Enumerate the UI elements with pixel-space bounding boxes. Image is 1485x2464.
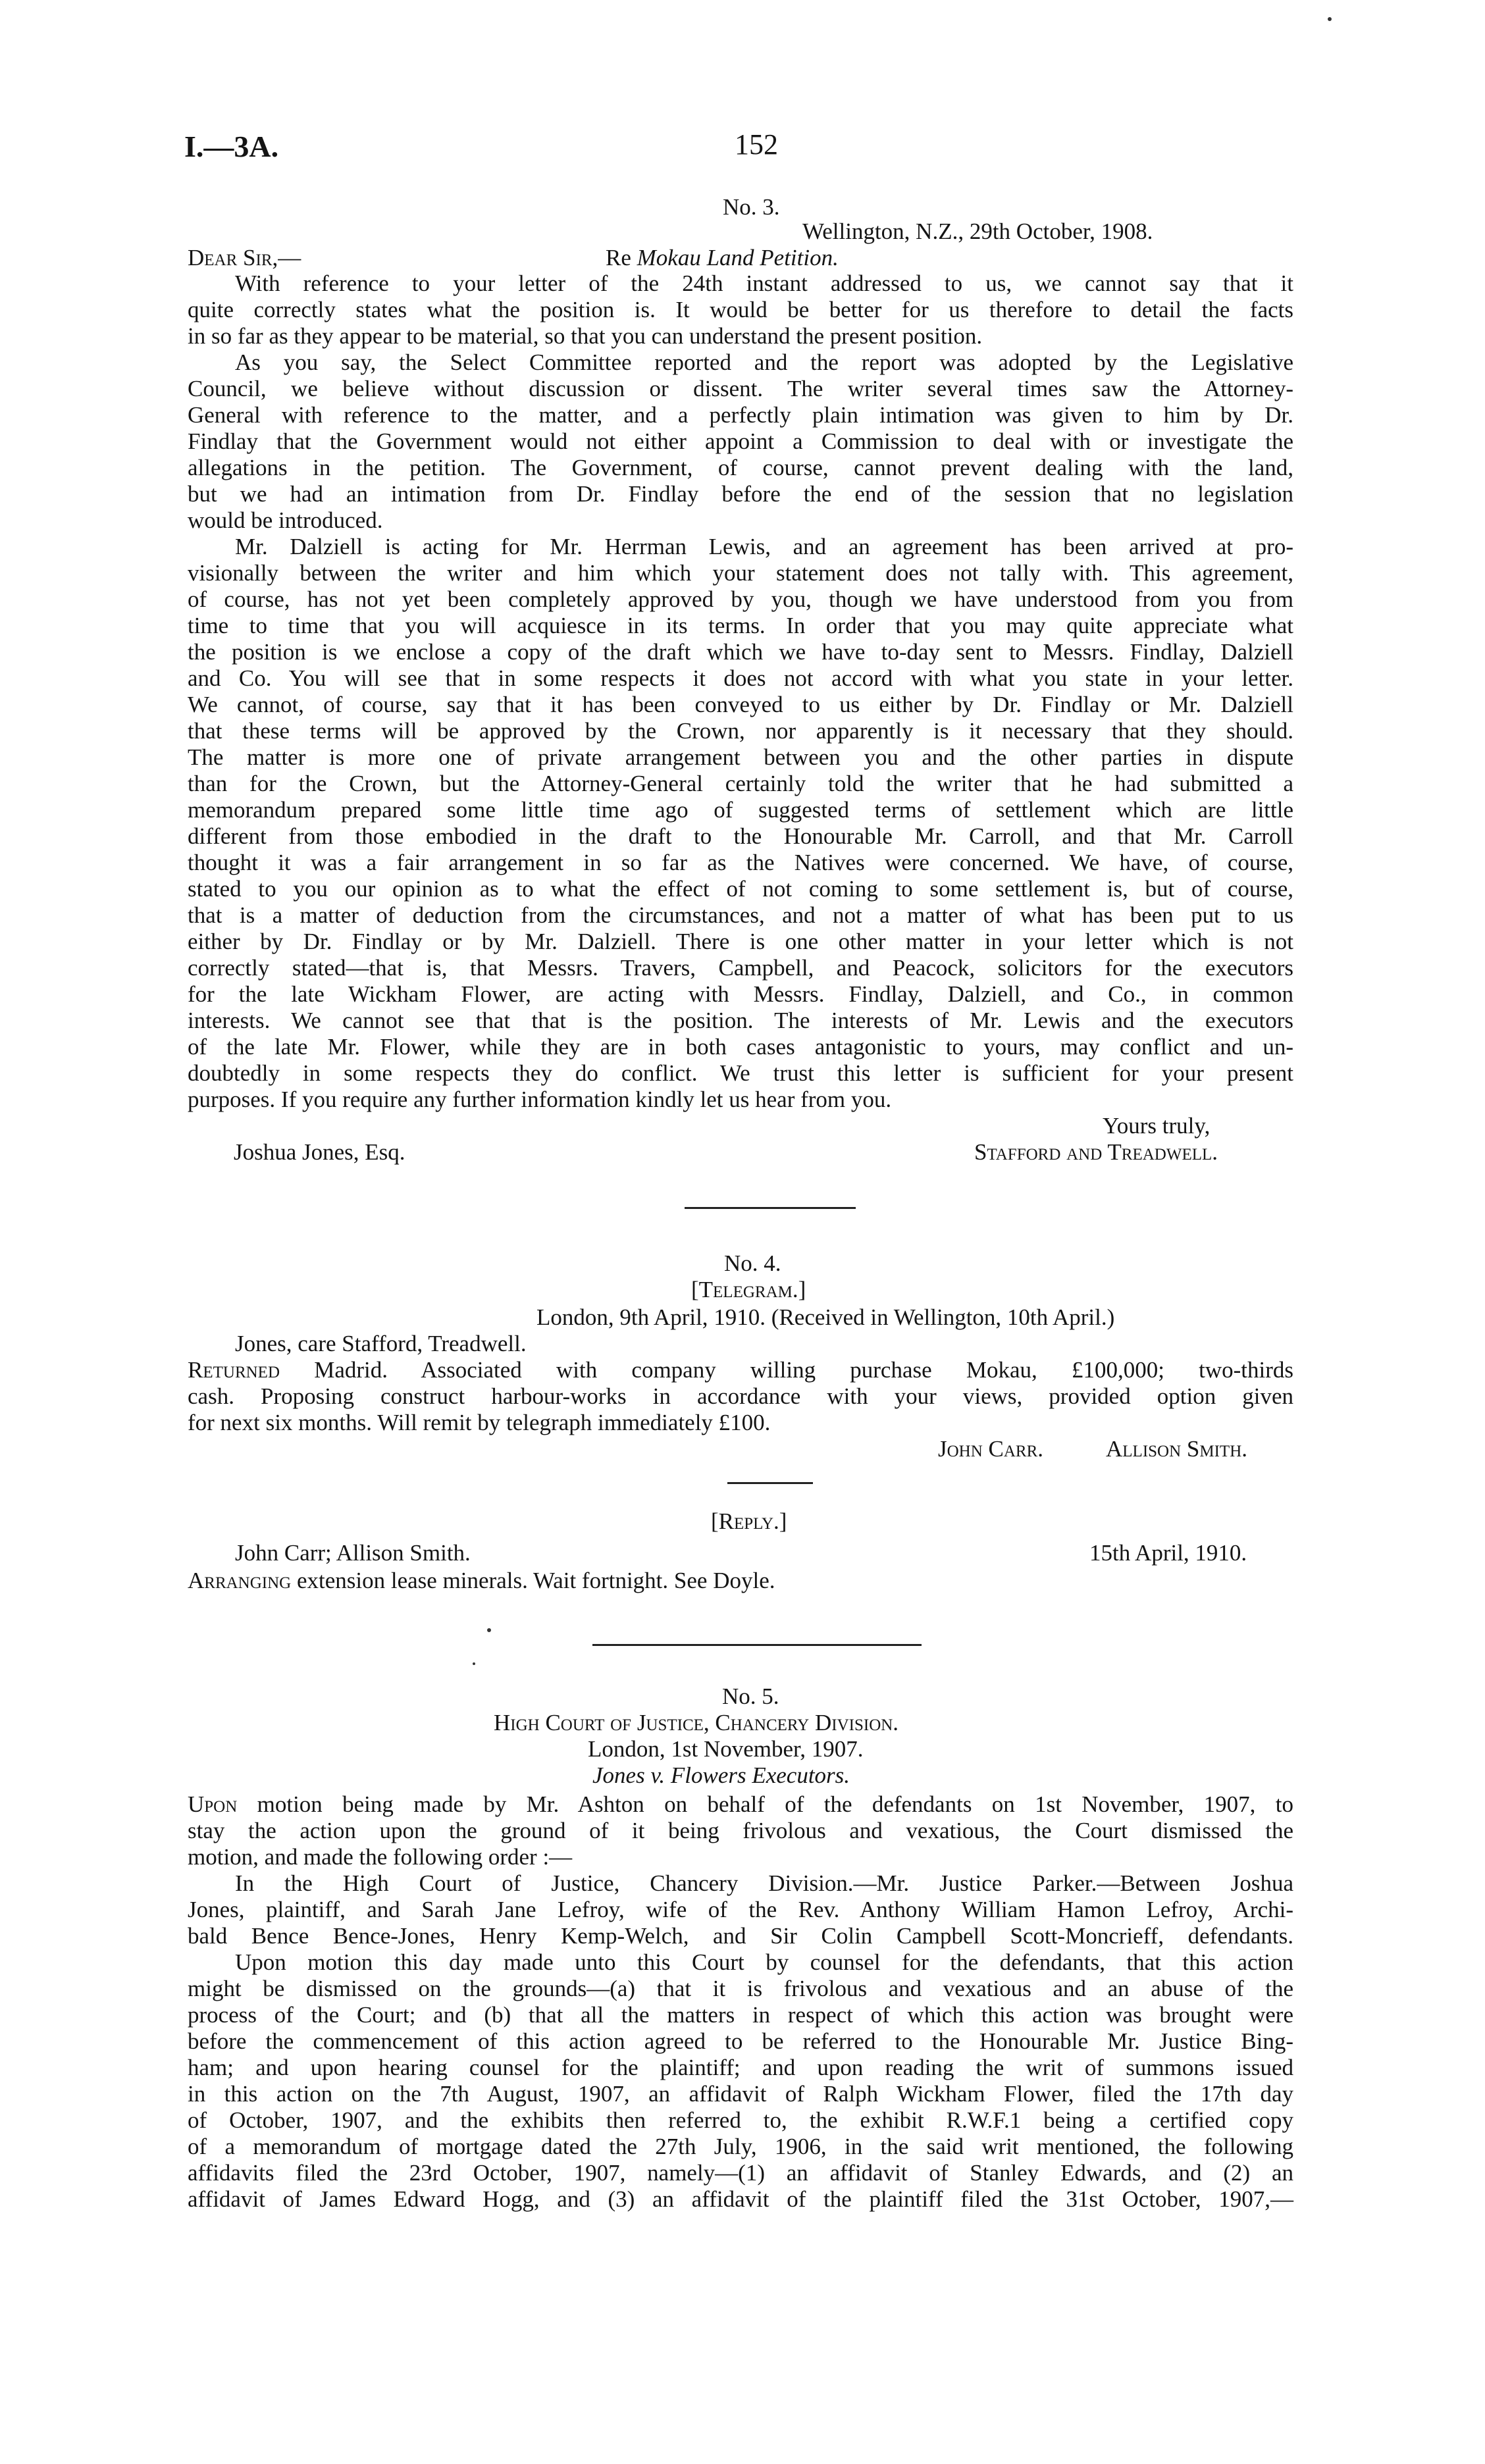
letter-line: that is a matter of deduction from the circumstances, and not a matter of what has been put to us (188, 902, 1293, 928)
letter-number: No. 3. (723, 194, 780, 220)
order-line: process of the Court; and (b) that all the matters in respect of which this action was brought were (188, 2002, 1293, 2028)
order-line (188, 1791, 1293, 1818)
telegram-place-date: London, 9th April, 1910. (Received in Wellington, 10th April.) (536, 1304, 1115, 1330)
letter-addressee: Joshua Jones, Esq. (234, 1139, 405, 1165)
order-line: motion, and made the following order :— (188, 1844, 573, 1870)
order-line: before the commencement of this action agreed to be referred to the Honourable Mr. Justice Bing- (188, 2028, 1293, 2054)
letter-line: would be introduced. (188, 507, 383, 533)
letter-line: but we had an intimation from Dr. Findlay before the end of the session that no legislation (188, 481, 1293, 507)
letter-closing: Yours truly, (1103, 1113, 1211, 1139)
letter-line: General with reference to the matter, and a perfectly plain intimation was given to him by Dr. (188, 402, 1293, 428)
reply-heading: [Reply.] (711, 1508, 787, 1534)
letter-line: doubtedly in some respects they do conflict. We trust this letter is sufficient for your present (188, 1060, 1293, 1086)
letter-line: As you say, the Select Committee reported and the report was adopted by the Legislative (235, 349, 1293, 375)
page-mark: I.—3A. (184, 130, 279, 163)
reply-date: 15th April, 1910. (1089, 1540, 1247, 1566)
telegram-address: Jones, care Stafford, Treadwell. (235, 1331, 527, 1356)
letter-line: and Co. You will see that in some respects it does not accord with what you state in your letter. (188, 665, 1293, 691)
letter-line: different from those embodied in the draft to the Honourable Mr. Carroll, and that Mr. Carroll (188, 823, 1293, 849)
page-number: 152 (735, 128, 778, 161)
letter-line: quite correctly states what the position is. It would be better for us therefore to detail the facts (188, 297, 1293, 322)
telegram-type: [Telegram.] (691, 1277, 806, 1302)
telegram-line: for next six months. Will remit by telegraph immediately £100. (188, 1410, 771, 1435)
letter-line: Mr. Dalziell is acting for Mr. Herrman Lewis, and an agreement has been arrived at pro- (235, 534, 1293, 559)
order-place-date: London, 1st November, 1907. (588, 1736, 864, 1762)
telegram-number: No. 4. (724, 1250, 781, 1276)
letter-line: of the late Mr. Flower, while they are in both cases antagonistic to yours, may conflict and un- (188, 1034, 1293, 1060)
letter-line: Findlay that the Government would not either appoint a Commission to deal with or investigate the (188, 428, 1293, 454)
letter-line: Council, we believe without discussion or dissent. The writer several times saw the Attorney- (188, 376, 1293, 401)
order-number: No. 5. (722, 1683, 779, 1709)
telegram-line-text: Madrid. Associated with company willing purchase Mokau, £100,000; two-thirds (280, 1357, 1293, 1383)
letter-subject-title: Mokau Land Petition. (637, 245, 839, 270)
letter-line: of course, has not yet been completely approved by you, though we have understood from you from (188, 586, 1293, 612)
section-divider (592, 1644, 922, 1646)
letter-line: either by Dr. Findlay or by Mr. Dalziell. There is one other matter in your letter which is not (188, 929, 1293, 954)
reply-first-word: Arranging (188, 1568, 292, 1593)
letter-line: thought it was a fair arrangement in so far as the Natives were concerned. We have, of course, (188, 850, 1293, 875)
order-case (592, 1762, 850, 1789)
ink-speck (473, 1662, 475, 1665)
order-line: affidavit of James Edward Hogg, and (3) an affidavit of the plaintiff filed the 31st October, 1907,— (188, 2186, 1293, 2212)
letter-line: interests. We cannot see that that is the position. The interests of Mr. Lewis and the executors (188, 1008, 1293, 1033)
letter-line: the position is we enclose a copy of the draft which we have to-day sent to Messrs. Findlay, Dalziell (188, 639, 1293, 665)
order-line: Jones, plaintiff, and Sarah Jane Lefroy, wife of the Rev. Anthony William Hamon Lefroy, Archi- (188, 1897, 1293, 1922)
letter-line: visionally between the writer and him which your statement does not tally with. This agreement, (188, 560, 1293, 586)
telegram-signature-1: John Carr. (938, 1436, 1044, 1462)
letter-subject-prefix: Re (606, 245, 637, 270)
letter-line: stated to you our opinion as to what the effect of not coming to some settlement is, but of course, (188, 876, 1293, 902)
reply-divider (727, 1482, 813, 1484)
order-line: In the High Court of Justice, Chancery Division.—Mr. Justice Parker.—Between Joshua (235, 1870, 1293, 1896)
section-divider (685, 1207, 856, 1209)
telegram-first-word: Returned (188, 1357, 280, 1383)
letter-line: memorandum prepared some little time ago of suggested terms of settlement which are little (188, 797, 1293, 823)
telegram-line (188, 1357, 1293, 1383)
letter-line: The matter is more one of private arrangement between you and the other parties in dispute (188, 744, 1293, 770)
letter-line: time to time that you will acquiesce in its terms. In order that you may quite appreciate what (188, 613, 1293, 638)
reply-address: John Carr; Allison Smith. (235, 1540, 471, 1566)
order-line: Upon motion this day made unto this Court by counsel for the defendants, that this action (235, 1949, 1293, 1975)
order-line: might be dismissed on the grounds—(a) that it is frivolous and vexatious and an abuse of the (188, 1976, 1293, 2001)
letter-line: that these terms will be approved by the Crown, nor apparently is it necessary that they should. (188, 718, 1293, 744)
letter-line: allegations in the petition. The Government, of course, cannot prevent dealing with the land, (188, 455, 1293, 480)
order-court: High Court of Justice, Chancery Division. (494, 1710, 899, 1735)
letter-place-date: Wellington, N.Z., 29th October, 1908. (802, 218, 1153, 244)
letter-line: purposes. If you require any further information kindly let us hear from you. (188, 1087, 892, 1112)
order-line: of a memorandum of mortgage dated the 27th July, 1906, in the said writ mentioned, the following (188, 2134, 1293, 2159)
reply-message: extension lease minerals. Wait fortnight. See Doyle. (291, 1568, 775, 1593)
order-line: ham; and upon hearing counsel for the plaintiff; and upon reading the writ of summons issued (188, 2055, 1293, 2080)
corner-speck (1328, 17, 1332, 21)
letter-line: for the late Wickham Flower, are acting with Messrs. Findlay, Dalziell, and Co., in common (188, 981, 1293, 1007)
letter-line: correctly stated—that is, that Messrs. Travers, Campbell, and Peacock, solicitors for the executors (188, 955, 1293, 981)
letter-salutation: Dear Sir,— (188, 245, 301, 270)
letter-line: With reference to your letter of the 24th instant addressed to us, we cannot say that it (235, 270, 1293, 296)
order-line: stay the action upon the ground of it being frivolous and vexatious, the Court dismissed the (188, 1818, 1293, 1843)
letter-line: We cannot, of course, say that it has been conveyed to us either by Dr. Findlay or Mr. Dalziell (188, 692, 1293, 717)
letter-signature: Stafford and Treadwell. (974, 1139, 1218, 1165)
telegram-line: cash. Proposing construct harbour-works in accordance with your views, provided option given (188, 1383, 1293, 1409)
letter-subject (606, 245, 839, 271)
letter-line: than for the Crown, but the Attorney-General certainly told the writer that he had submitted a (188, 771, 1293, 796)
ink-speck (487, 1628, 491, 1632)
order-line-text: motion being made by Mr. Ashton on behalf of the defendants on 1st November, 1907, to (237, 1791, 1293, 1817)
order-line: affidavits filed the 23rd October, 1907, namely—(1) an affidavit of Stanley Edwards, and (2) an (188, 2160, 1293, 2186)
reply-text (188, 1568, 775, 1594)
order-line: bald Bence Bence-Jones, Henry Kemp-Welch, and Sir Colin Campbell Scott-Moncrieff, defendants. (188, 1923, 1293, 1949)
order-first-word: Upon (188, 1791, 238, 1817)
order-line: in this action on the 7th August, 1907, an affidavit of Ralph Wickham Flower, filed the 17th day (188, 2081, 1293, 2107)
letter-line: in so far as they appear to be material, so that you can understand the present position. (188, 323, 983, 349)
telegram-signature-2: Allison Smith. (1106, 1436, 1247, 1462)
order-case-title: Jones v. Flowers Executors. (592, 1762, 850, 1788)
order-line: of October, 1907, and the exhibits then referred to, the exhibit R.W.F.1 being a certified copy (188, 2107, 1293, 2133)
